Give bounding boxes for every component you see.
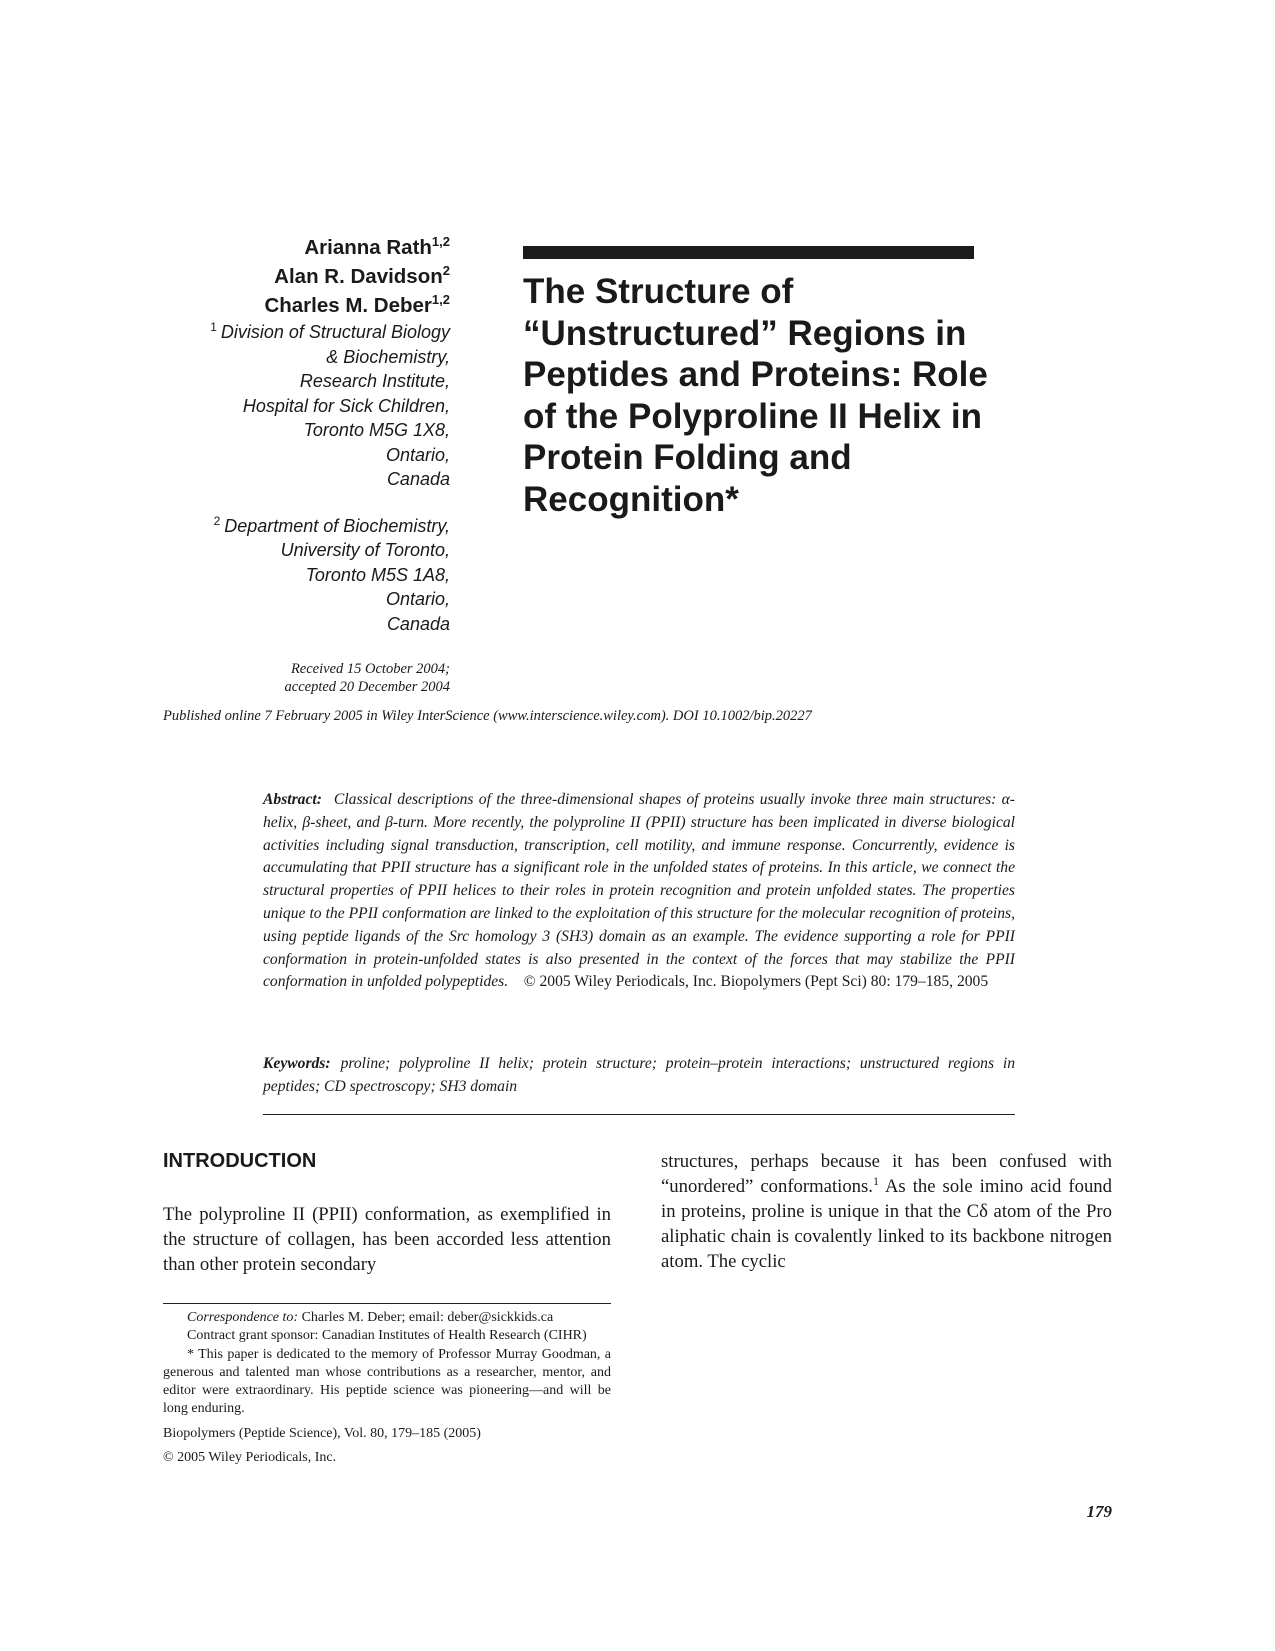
keywords-label: Keywords: xyxy=(263,1055,331,1072)
author-name: Alan R. Davidson$^2$ xyxy=(274,263,450,288)
abstract-text: Classical descriptions of the three-dimensional shapes of proteins usually invoke three main structures: α-helix, β-sheet, and β-turn. More recently, the polyproline II (PPII) structure has been implicated in diverse biological activities including signal transduction, transcription, cell motility, and immune response. Concurrently, evidence is accumulating that PPII structure has a significant role in the unfolded states of proteins. In this article, we connect the structural properties of PPII helices to their roles in protein recognition and protein unfolded states. The properties unique to the PPII conformation are linked to the exploitation of this structure for the molecular recognition of proteins, using peptide ligands of the Src homology 3 (SH3) domain as an example. The evidence supporting a role for PPII conformation in protein-unfolded states is also presented in the context of the forces that may stabilize the PPII conformation in unfolded polypeptides. xyxy=(263,791,1015,991)
publication-info: Published online 7 February 2005 in Wiley InterScience (www.interscience.wiley.com). DOI 10.1002/bip.20227 xyxy=(163,708,812,724)
received-dates: Received 15 October 2004; accepted 20 December 2004 xyxy=(284,661,450,695)
intro-paragraph-left: The polyproline II (PPII) conformation, as exemplified in the structure of collagen, has been accorded less attention than other protein secondary xyxy=(163,1204,611,1275)
affiliation-2: $^2$ Department of Biochemistry, University of Toronto, Toronto M5S 1A8, Ontario, Canada xyxy=(213,513,450,634)
page-number: 179 xyxy=(1086,1502,1112,1521)
abstract xyxy=(263,789,1015,994)
dedication-note: * This paper is dedicated to the memory of Professor Murray Goodman, a generous and talented man whose contributions as a researcher, mentor, and editor were extraordinary. His peptide science was pioneering—and will be long enduring. xyxy=(163,1346,611,1417)
keywords xyxy=(263,1053,1015,1099)
copyright-note: © 2005 Wiley Periodicals, Inc. xyxy=(163,1450,337,1466)
affiliation-1: $^1$ Division of Structural Biology & Biochemistry, Research Institute, Hospital for Sick Children, Toronto M5G 1X8, Ontario, Canada xyxy=(210,320,450,489)
keywords-text: proline; polyproline II helix; protein structure; protein–protein interactions; unstructured regions in peptides; CD spectroscopy; SH3 domain xyxy=(263,1055,1015,1095)
intro-paragraph-right: structures, perhaps because it has been confused with “unordered” conformations.$^1$ As the sole imino acid found in proteins, proline is unique in that the Cδ atom of the Pro aliphatic chain is covalently linked to its backbone nitrogen atom. The cyclic xyxy=(661,1151,1112,1272)
author-block xyxy=(150,233,450,696)
author-name: Charles M. Deber$^{1,2}$ xyxy=(264,292,450,317)
article-title: The Structure of “Unstructured” Regions in Peptides and Proteins: Role of the Polyproline II Helix in Protein Folding and Recognition* xyxy=(523,272,988,519)
abstract-label: Abstract: xyxy=(263,791,322,808)
abstract-divider xyxy=(263,1114,1015,1115)
grant-note: Contract grant sponsor: Canadian Institutes of Health Research (CIHR) xyxy=(187,1328,587,1344)
footnotes xyxy=(163,1309,611,1467)
correspondence-note: Correspondence to: Charles M. Deber; email: deber@sickkids.ca xyxy=(187,1310,554,1325)
reference-marker: 1 xyxy=(872,1174,879,1188)
footnote-divider xyxy=(163,1303,611,1304)
title-rule-bar xyxy=(523,246,974,259)
author-name: Arianna Rath$^{1,2}$ xyxy=(304,234,450,259)
abstract-citation: © 2005 Wiley Periodicals, Inc. Biopolymers (Pept Sci) 80: 179–185, 2005 xyxy=(523,973,989,991)
journal-citation: Biopolymers (Peptide Science), Vol. 80, 179–185 (2005) xyxy=(163,1425,481,1441)
section-heading-introduction: INTRODUCTION xyxy=(163,1150,317,1172)
